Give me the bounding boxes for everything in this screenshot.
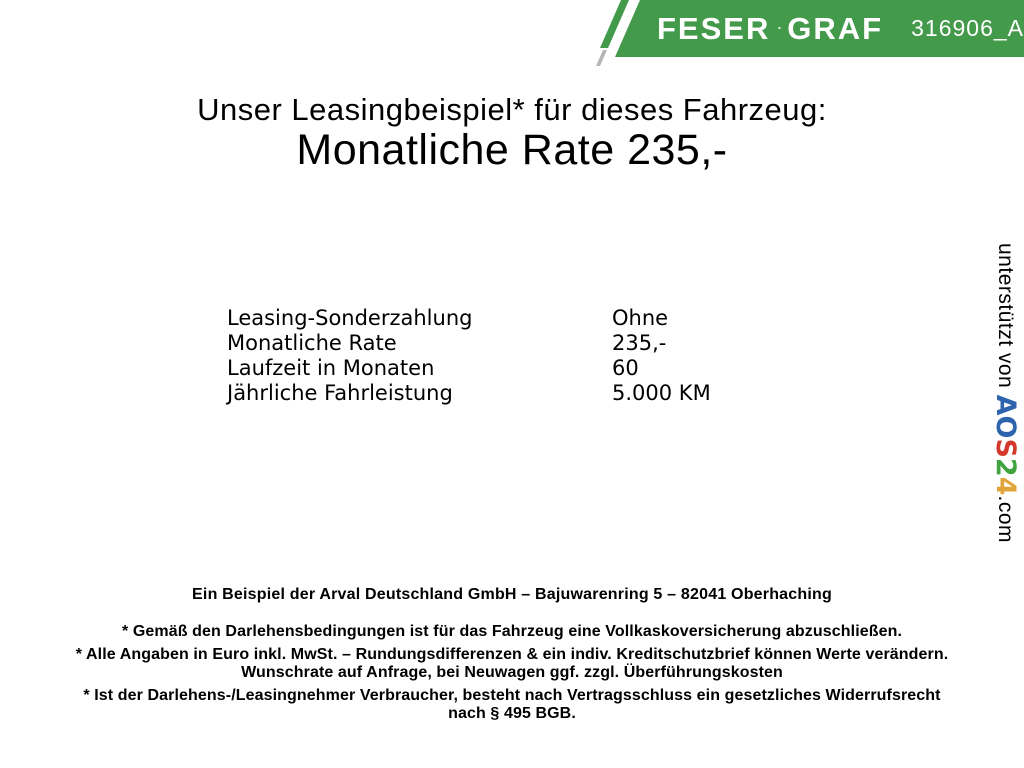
row-value: 60 — [612, 356, 639, 380]
disclaimer-block — [0, 623, 1024, 728]
brand-word-graf: GRAF — [787, 11, 884, 46]
row-value: Ohne — [612, 306, 669, 330]
supported-by-text: unterstützt von — [994, 243, 1017, 395]
supported-by-sidebar — [990, 243, 1021, 543]
table-row — [227, 331, 711, 356]
aos24-logo-letter-o: O — [990, 415, 1021, 439]
table-row — [227, 356, 711, 381]
leasing-details-table — [227, 306, 711, 406]
brand-banner — [640, 0, 1024, 57]
disclaimer-paragraph — [0, 687, 1024, 723]
disclaimer-line: * Ist der Darlehens-/Leasingnehmer Verbraucher, besteht nach Vertragsschluss ein gesetzliches Widerrufsrecht — [83, 687, 941, 704]
disclaimer-paragraph — [0, 646, 1024, 682]
clover-icon — [778, 11, 781, 45]
row-label: Monatliche Rate — [227, 331, 397, 355]
aos24-logo-letter-s: S — [990, 438, 1021, 458]
row-label: Jährliche Fahrleistung — [227, 381, 453, 405]
aos24-logo-digit-2: 2 — [990, 457, 1021, 477]
brand-word-feser: FESER — [657, 11, 771, 46]
row-label: Laufzeit in Monaten — [227, 356, 435, 380]
disclaimer-paragraph — [0, 623, 1024, 641]
banner-shadow-strip — [596, 50, 607, 66]
table-row — [227, 306, 711, 331]
aos24-logo-digit-4: 4 — [990, 476, 1021, 496]
monthly-rate-heading: Monatliche Rate 235,- — [296, 126, 728, 174]
aos24-logo-letter-a: A — [990, 394, 1021, 416]
leasing-example-heading: Unser Leasingbeispiel* für dieses Fahrzeug: — [197, 92, 827, 127]
row-value: 5.000 KM — [612, 381, 711, 405]
table-row — [227, 381, 711, 406]
row-label: Leasing-Sonderzahlung — [227, 306, 473, 330]
disclaimer-line: Wunschrate auf Anfrage, bei Neuwagen ggf. zzgl. Überführungskosten — [241, 664, 783, 681]
disclaimer-line: * Gemäß den Darlehensbedingungen ist für das Fahrzeug eine Vollkaskoversicherung abzuschließen. — [121, 623, 903, 640]
vehicle-reference-number: 316906_A — [911, 15, 1024, 41]
row-value: 235,- — [612, 331, 667, 355]
provider-address-line: Ein Beispiel der Arval Deutschland GmbH – Bajuwarenring 5 – 82041 Oberhaching — [192, 586, 832, 603]
disclaimer-line: * Alle Angaben in Euro inkl. MwSt. – Rundungsdifferenzen & ein indiv. Kreditschutzbrief können Werte verändern. — [75, 646, 949, 663]
aos24-domain-suffix: .com — [994, 495, 1017, 543]
disclaimer-line: nach § 495 BGB. — [448, 705, 576, 722]
